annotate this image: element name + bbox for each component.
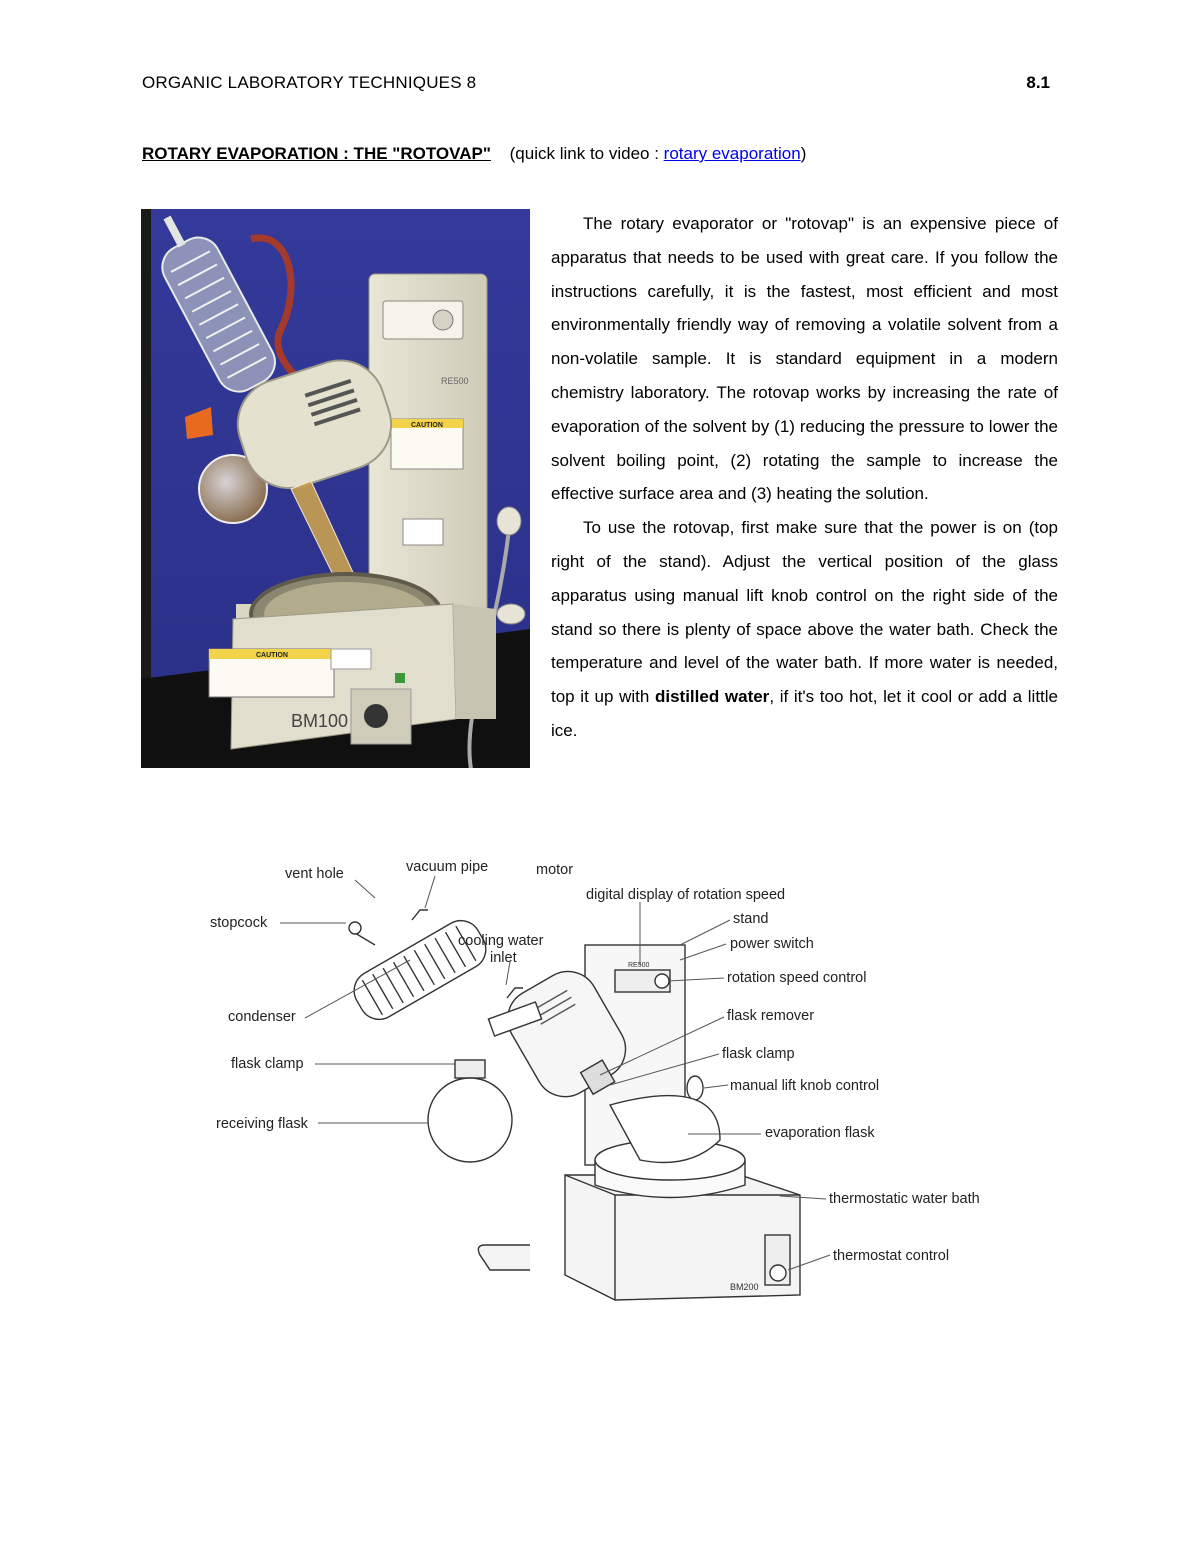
page-number: 8.1 [1026,73,1050,92]
label-stopcock: stopcock [210,915,268,931]
label-manual-lift: manual lift knob control [730,1078,880,1094]
label-stand: stand [733,911,769,927]
label-condenser: condenser [228,1009,296,1025]
label-thermostat-control: thermostat control [833,1248,950,1264]
video-link[interactable]: rotary evaporation [663,144,801,163]
label-water-bath: thermostatic water bath [829,1191,980,1207]
label-vent-hole: vent hole [285,866,344,882]
svg-text:CAUTION: CAUTION [256,652,288,659]
label-evaporation-flask: evaporation flask [765,1125,875,1141]
label-cooling-water: cooling water [458,933,544,949]
rotovap-photo [141,209,530,768]
paragraph-1: The rotary evaporator or "rotovap" is an expensive piece of apparatus that needs to be used with great care. If you follow the instructions carefully, it is the fastest, most efficient and most environmentally friendly way of removing a volatile solvent from a non-volatile sample. It is standard equipment in a modern chemistry laboratory. The rotovap works by increasing the rate of evaporation of the solvent by (1) reducing the pressure to lower the solvent boiling point, (2) rotating the sample to increase the effective surface area and (3) heating the solution. [551,214,1058,504]
svg-text:RE500: RE500 [628,962,650,969]
svg-text:BM100: BM100 [291,711,349,731]
svg-text:RE500: RE500 [441,376,469,386]
label-flask-clamp-right: flask clamp [722,1046,795,1062]
label-motor: motor [536,862,574,878]
label-flask-clamp-left: flask clamp [231,1056,304,1072]
section-title-row [142,144,806,164]
rotovap-diagram [200,850,1000,1320]
video-note: (quick link to video : rotary evaporation) [509,144,807,163]
label-vacuum-pipe: vacuum pipe [406,859,489,875]
svg-text:BM200: BM200 [730,1282,759,1292]
label-rotation-speed-control: rotation speed control [727,970,867,986]
label-cooling-water-inlet: inlet [490,950,517,966]
body-text [551,207,1058,748]
page-header-title: ORGANIC LABORATORY TECHNIQUES 8 [142,73,477,92]
label-receiving-flask: receiving flask [216,1116,308,1132]
section-title: ROTARY EVAPORATION : THE "ROTOVAP" [142,144,491,163]
label-power-switch: power switch [730,936,814,952]
svg-text:CAUTION: CAUTION [411,422,443,429]
paragraph-2: To use the rotovap, first make sure that the power is on (top right of the stand). Adjust the vertical position of the glass apparatus using manual lift knob control on the right side of the stand so there is plenty of space above the water bath. Check the temperature and level of the water bath. If more water is needed, top it up with distilled water, if it's too hot, let it cool or add a little ice. [551,518,1059,740]
label-flask-remover: flask remover [727,1008,815,1024]
label-digital-display: digital display of rotation speed [586,887,786,903]
